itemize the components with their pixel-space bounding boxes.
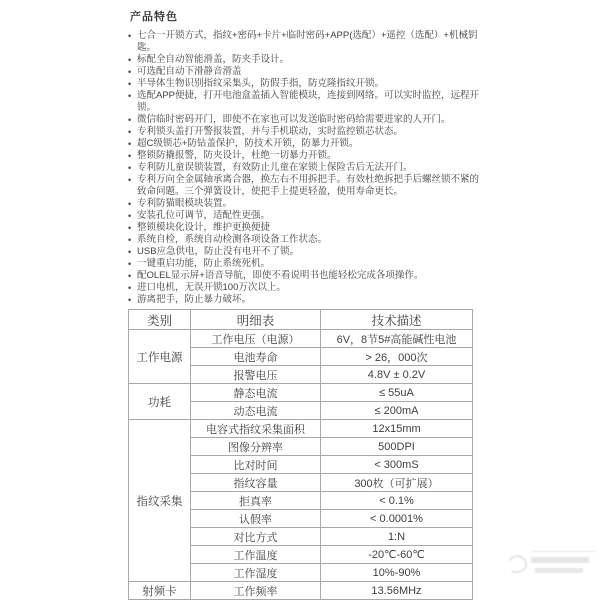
- spec-value-cell: -20℃-60℃: [321, 546, 473, 564]
- spec-detail-cell: 工作电压（电源）: [191, 330, 321, 348]
- spec-row: [129, 582, 473, 600]
- spec-value-cell: < 300mS: [321, 456, 473, 474]
- feature-list: [128, 30, 482, 306]
- feature-item: • USB应急供电，防止没有电开不了锁。: [128, 246, 482, 258]
- spec-value-cell: < 0.1%: [321, 492, 473, 510]
- col-header-category: 类别: [129, 310, 191, 330]
- feature-item: • 一键重启功能，防止系统死机。: [128, 258, 482, 270]
- feature-item: • 超C级锁芯+防钻盖保护，防技术开锁，防暴力开锁。: [128, 138, 482, 150]
- feature-item: • 微信临时密码开门，即使不在家也可以发送临时密码给需要进家的人开门。: [128, 114, 482, 126]
- feature-item: • 专利万向全金属轴承离合器，换左右不用拆把手。有效杜绝拆把手后螺丝锁不紧的致命问题。三个弹簧设计，使把手上提更轻盈，使用寿命更长。: [128, 174, 482, 198]
- spec-detail-cell: 工作温度: [191, 546, 321, 564]
- watermark-rule: [531, 551, 595, 552]
- spec-value-cell: 13.56MHz: [321, 582, 473, 600]
- spec-value-cell: ≤ 200mA: [321, 402, 473, 420]
- spec-header-row: [129, 310, 473, 330]
- feature-item: • 整锁防撬报警，防夹设计，杜绝一切暴力开锁。: [128, 150, 482, 162]
- spec-detail-cell: 静态电流: [191, 384, 321, 402]
- feature-item: • 可选配自动下滑静音滑盖: [128, 66, 482, 78]
- feature-item: • 配OLEL显示屏+语音导航，即使不看说明书也能轻松完成各项操作。: [128, 270, 482, 282]
- spec-value-cell: 12x15mm: [321, 420, 473, 438]
- spec-row: [129, 384, 473, 402]
- spec-value-cell: 300枚（可扩展）: [321, 474, 473, 492]
- spec-category-cell: 指纹采集: [129, 420, 191, 582]
- spec-detail-cell: 对比方式: [191, 528, 321, 546]
- spec-row: [129, 330, 473, 348]
- spec-detail-cell: 工作湿度: [191, 564, 321, 582]
- feature-item: • 游离把手，防止暴力破坏。: [128, 294, 482, 306]
- feature-item: • 专利锁头盖打开警报装置，并与手机联动，实时监控锁芯状态。: [128, 126, 482, 138]
- watermark: [505, 548, 600, 584]
- feature-item: • 七合一开锁方式，指纹+密码+卡片+临时密码+APP(选配）+遥控（选配）+机械钥匙。: [128, 30, 482, 54]
- spec-value-cell: < 0.0001%: [321, 510, 473, 528]
- document-body: [128, 8, 482, 600]
- feature-item: • 标配全自动智能滑盖，防夹手设计。: [128, 54, 482, 66]
- spec-value-cell: 1:N: [321, 528, 473, 546]
- feature-item: • 系统自检，系统自动检测各项设备工作状态。: [128, 234, 482, 246]
- spec-value-cell: ≤ 55uA: [321, 384, 473, 402]
- spec-detail-cell: 认假率: [191, 510, 321, 528]
- brand-logo-icon: [505, 553, 529, 575]
- feature-item: • 专利防猫眼模块装置。: [128, 198, 482, 210]
- spec-detail-cell: 动态电流: [191, 402, 321, 420]
- feature-item: • 半导体生物识别指纹采集头，防假手指，防克隆指纹开锁。: [128, 78, 482, 90]
- spec-detail-cell: 电池寿命: [191, 348, 321, 366]
- feature-item: • 选配APP便捷，打开电池盒盖插入智能模块，连接到网络。可以实时监控，远程开锁。: [128, 90, 482, 114]
- feature-item: • 进口电机，无误开锁100万次以上。: [128, 282, 482, 294]
- spec-detail-cell: 指纹容量: [191, 474, 321, 492]
- spec-value-cell: 500DPI: [321, 438, 473, 456]
- spec-category-cell: 功耗: [129, 384, 191, 420]
- col-header-detail: 明细表: [191, 310, 321, 330]
- watermark-text-line: [531, 557, 589, 563]
- spec-value-cell: 10%-90%: [321, 564, 473, 582]
- spec-table: [128, 309, 473, 600]
- page-title: 产品特色: [130, 11, 178, 23]
- spec-value-cell: 4.8V ± 0.2V: [321, 366, 473, 384]
- spec-category-cell: 射频卡: [129, 582, 191, 600]
- spec-detail-cell: 图像分辨率: [191, 438, 321, 456]
- col-header-description: 技术描述: [321, 310, 473, 330]
- spec-detail-cell: 电容式指纹采集面积: [191, 420, 321, 438]
- feature-item: • 整锁模块化设计，维护更换便捷: [128, 222, 482, 234]
- watermark-text-line: [535, 568, 583, 573]
- feature-item: • 安装孔位可调节，适配性更强。: [128, 210, 482, 222]
- spec-detail-cell: 报警电压: [191, 366, 321, 384]
- spec-value-cell: 6V，8节5#高能碱性电池: [321, 330, 473, 348]
- spec-detail-cell: 比对时间: [191, 456, 321, 474]
- spec-category-cell: 工作电源: [129, 330, 191, 384]
- spec-row: [129, 420, 473, 438]
- spec-detail-cell: 拒真率: [191, 492, 321, 510]
- feature-item: • 专利防儿童误锁装置，有效防止儿童在家锁上保险舌后无法开门。: [128, 162, 482, 174]
- spec-value-cell: > 26，000次: [321, 348, 473, 366]
- spec-detail-cell: 工作频率: [191, 582, 321, 600]
